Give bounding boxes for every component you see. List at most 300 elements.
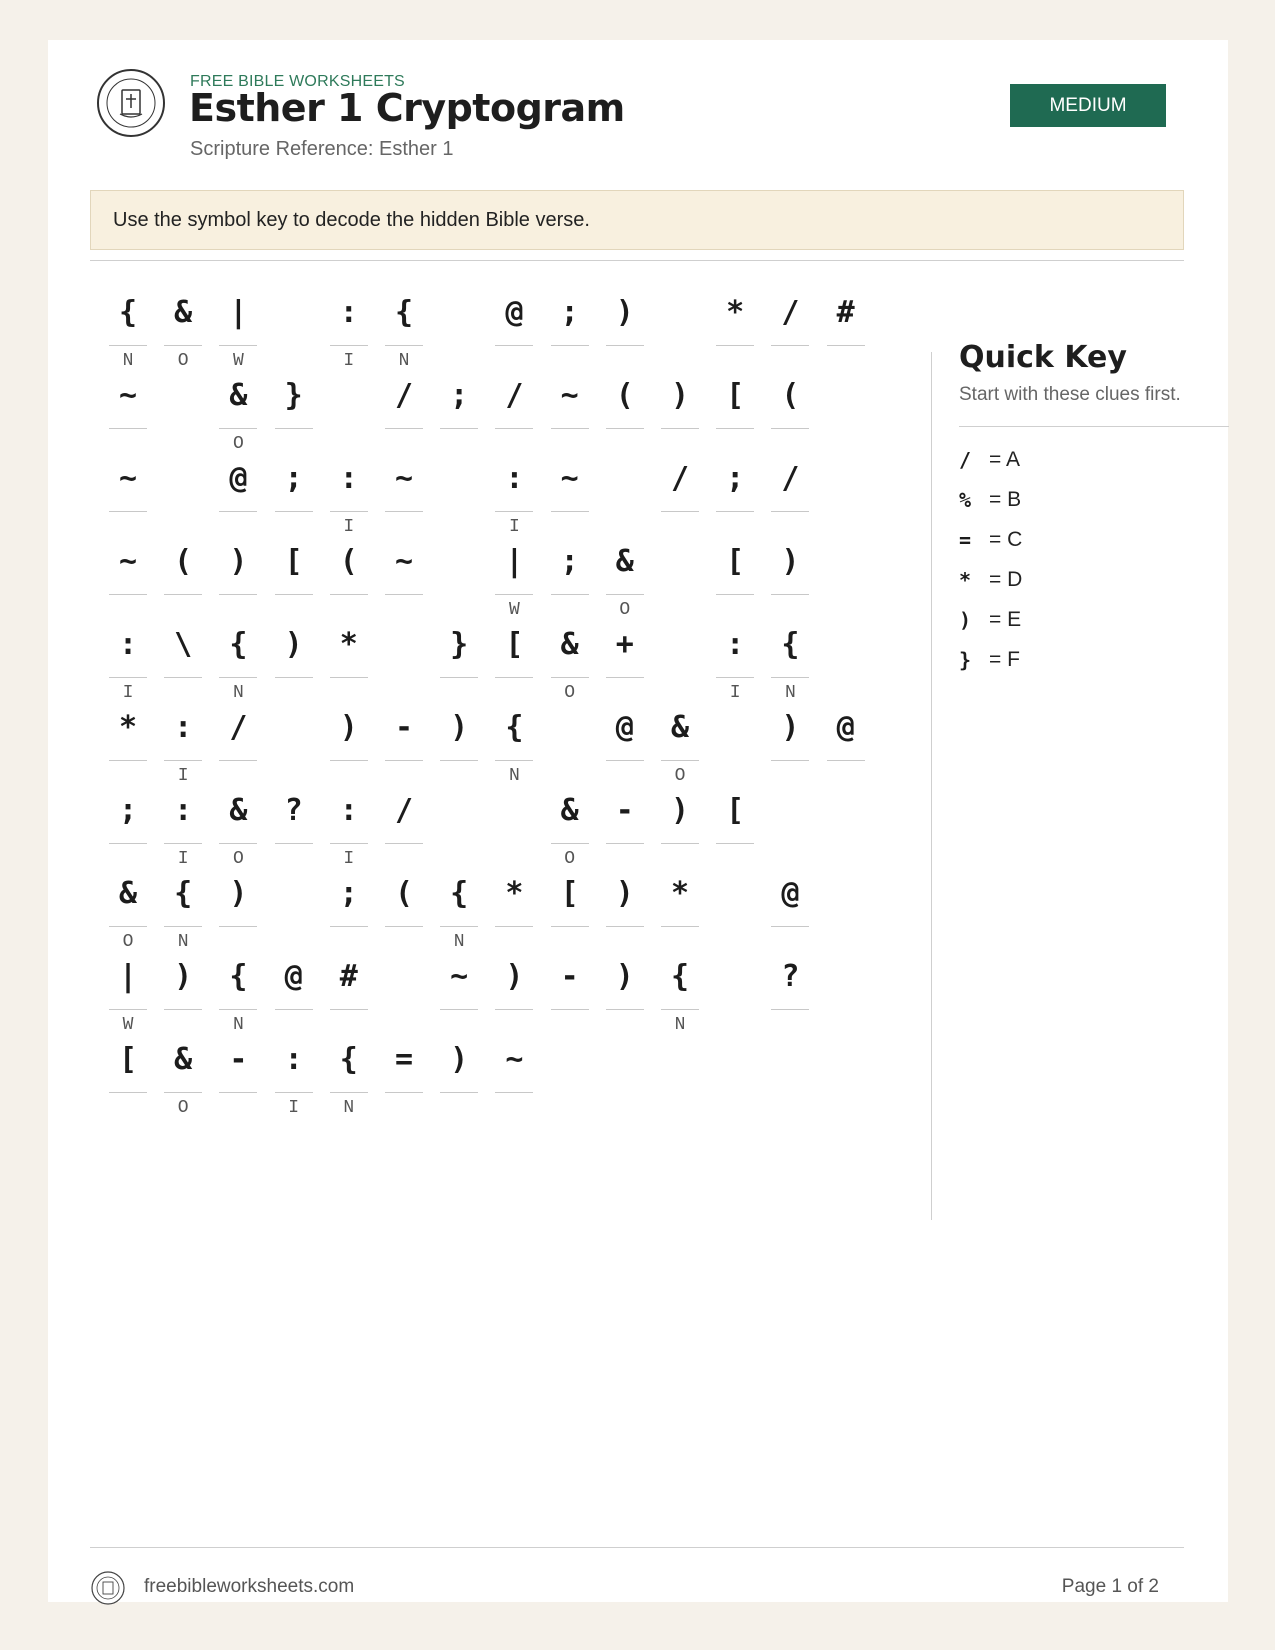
key-value: = A: [989, 448, 1020, 471]
answer-blank[interactable]: [385, 594, 423, 595]
answer-blank[interactable]: [440, 760, 478, 761]
cipher-cell: [385, 700, 423, 786]
answer-blank[interactable]: [164, 345, 202, 346]
letter-hint: N: [674, 1015, 686, 1035]
answer-blank[interactable]: [827, 345, 865, 346]
answer-blank[interactable]: [551, 677, 589, 678]
letter-hint: O: [177, 351, 189, 371]
cipher-cell: [495, 866, 533, 952]
answer-blank[interactable]: [164, 926, 202, 927]
answer-blank[interactable]: [661, 428, 699, 429]
answer-blank[interactable]: [495, 428, 533, 429]
answer-blank[interactable]: [551, 1009, 589, 1010]
answer-blank[interactable]: [440, 1009, 478, 1010]
cipher-cell: [219, 783, 257, 869]
cipher-cell: [495, 451, 533, 537]
cipher-symbol: ): [615, 876, 634, 911]
key-symbol: }: [959, 648, 972, 672]
cipher-cell: [606, 866, 644, 952]
cipher-cell: [385, 1032, 423, 1118]
letter-hint: N: [398, 351, 410, 371]
answer-blank[interactable]: [385, 345, 423, 346]
cipher-symbol: ): [450, 710, 469, 745]
answer-blank[interactable]: [219, 677, 257, 678]
cipher-cell: [164, 534, 202, 620]
answer-blank[interactable]: [495, 594, 533, 595]
quick-key-subtitle: Start with these clues first.: [959, 384, 1181, 405]
cipher-cell: [330, 534, 368, 620]
cipher-symbol: :: [174, 793, 193, 828]
cipher-cell: [606, 949, 644, 1035]
cipher-cell: [771, 451, 809, 537]
key-symbol: %: [959, 488, 972, 512]
answer-blank[interactable]: [495, 511, 533, 512]
answer-blank[interactable]: [219, 594, 257, 595]
answer-blank[interactable]: [109, 345, 147, 346]
answer-blank[interactable]: [661, 1009, 699, 1010]
cipher-symbol: |: [118, 959, 138, 994]
cipher-cell: [385, 866, 423, 952]
key-value: = C: [989, 528, 1023, 551]
cipher-symbol: ~: [118, 544, 138, 579]
bible-logo-icon: [96, 68, 166, 138]
letter-hint: O: [619, 600, 631, 620]
cipher-symbol: (: [394, 876, 414, 911]
answer-blank[interactable]: [275, 843, 313, 844]
answer-blank[interactable]: [716, 594, 754, 595]
answer-blank[interactable]: [109, 926, 147, 927]
answer-blank[interactable]: [661, 926, 699, 927]
cipher-symbol: ;: [284, 461, 303, 496]
answer-blank[interactable]: [551, 926, 589, 927]
cipher-symbol: [: [560, 876, 579, 911]
cipher-symbol: &: [670, 710, 690, 745]
cipher-cell: [330, 1032, 368, 1118]
answer-blank[interactable]: [385, 511, 423, 512]
cipher-cell: [606, 617, 644, 703]
quick-key-list: [959, 440, 1022, 680]
cipher-cell: [440, 949, 478, 1035]
answer-blank[interactable]: [330, 760, 368, 761]
cipher-symbol: (: [781, 378, 800, 413]
answer-blank[interactable]: [164, 760, 202, 761]
answer-blank[interactable]: [275, 1009, 313, 1010]
letter-hint: N: [784, 683, 796, 703]
cipher-symbol: /: [670, 461, 690, 496]
cipher-cell: [495, 534, 533, 620]
page-title: Esther 1 Cryptogram: [189, 86, 625, 130]
answer-blank[interactable]: [330, 926, 368, 927]
cipher-symbol: :: [174, 710, 193, 745]
letter-hint: O: [232, 849, 244, 869]
answer-blank[interactable]: [385, 1092, 423, 1093]
answer-blank[interactable]: [606, 926, 644, 927]
letter-hint: O: [122, 932, 134, 952]
answer-blank[interactable]: [771, 594, 809, 595]
letter-hint: O: [564, 683, 575, 703]
cipher-cell: [109, 700, 147, 786]
cipher-cell: [385, 368, 423, 454]
cipher-symbol: :: [339, 461, 358, 496]
cipher-cell: [275, 534, 313, 620]
answer-blank[interactable]: [606, 428, 644, 429]
letter-hint: I: [729, 683, 741, 703]
cipher-symbol: ): [229, 544, 248, 579]
answer-blank[interactable]: [661, 511, 699, 512]
page-number: Page 1 of 2: [1061, 1576, 1159, 1597]
cipher-cell: [495, 368, 533, 454]
cipher-cell: [716, 368, 754, 454]
cipher-symbol: {: [229, 959, 248, 994]
answer-blank[interactable]: [219, 1092, 257, 1093]
answer-blank[interactable]: [495, 926, 533, 927]
answer-blank[interactable]: [219, 843, 257, 844]
answer-blank[interactable]: [219, 345, 257, 346]
answer-blank[interactable]: [771, 1009, 809, 1010]
cipher-symbol: ~: [118, 461, 138, 496]
letter-hint: I: [177, 849, 189, 869]
answer-blank[interactable]: [219, 1009, 257, 1010]
cipher-symbol: ?: [284, 793, 303, 828]
answer-blank[interactable]: [606, 760, 644, 761]
cipher-symbol: ): [781, 710, 800, 745]
answer-blank[interactable]: [219, 511, 257, 512]
cipher-cell: [771, 949, 809, 1035]
cipher-cell: [219, 866, 257, 952]
instructions-text: Use the symbol key to decode the hidden Bible verse.: [113, 208, 590, 231]
letter-hint: N: [122, 351, 134, 371]
letter-hint: O: [564, 849, 575, 869]
answer-blank[interactable]: [109, 760, 147, 761]
answer-blank[interactable]: [330, 345, 368, 346]
cipher-cell: [330, 700, 368, 786]
answer-blank[interactable]: [330, 594, 368, 595]
cipher-cell: [109, 866, 147, 952]
cipher-cell: [219, 451, 257, 537]
answer-blank[interactable]: [771, 511, 809, 512]
cipher-cell: [440, 617, 478, 703]
cipher-symbol: ?: [781, 959, 800, 994]
answer-blank[interactable]: [385, 926, 423, 927]
answer-blank[interactable]: [330, 843, 368, 844]
answer-blank[interactable]: [771, 760, 809, 761]
answer-blank[interactable]: [164, 677, 202, 678]
cipher-symbol: ~: [394, 461, 414, 496]
cipher-symbol: ~: [450, 959, 469, 994]
cipher-cell: [716, 285, 754, 371]
answer-blank[interactable]: [771, 926, 809, 927]
cipher-cell: [109, 534, 147, 620]
answer-blank[interactable]: [330, 1092, 368, 1093]
answer-blank[interactable]: [771, 428, 809, 429]
answer-blank[interactable]: [495, 345, 533, 346]
cipher-symbol: @: [836, 710, 855, 745]
difficulty-badge: MEDIUM: [1010, 84, 1166, 127]
cipher-symbol: #: [339, 959, 358, 994]
cipher-cell: [219, 700, 257, 786]
cipher-cell: [275, 1032, 313, 1118]
cipher-symbol: |: [505, 544, 524, 579]
cipher-cell: [771, 617, 809, 703]
cipher-cell: [109, 783, 147, 869]
answer-blank[interactable]: [771, 345, 809, 346]
cipher-cell: [551, 866, 589, 952]
answer-blank[interactable]: [219, 760, 257, 761]
cipher-symbol: *: [670, 876, 690, 911]
letter-hint: N: [343, 1098, 355, 1118]
cipher-symbol: +: [615, 627, 634, 662]
cipher-symbol: /: [394, 793, 414, 828]
cipher-symbol: (: [339, 544, 358, 579]
cipher-cell: [385, 285, 423, 371]
cipher-cell: [716, 534, 754, 620]
cipher-cell: [275, 617, 313, 703]
cipher-cell: [164, 949, 202, 1035]
cipher-cell: [661, 451, 699, 537]
cipher-cell: [275, 949, 313, 1035]
answer-blank[interactable]: [109, 511, 147, 512]
quick-key-item: [959, 560, 1022, 600]
answer-blank[interactable]: [440, 428, 478, 429]
answer-blank[interactable]: [440, 926, 478, 927]
cipher-symbol: *: [339, 627, 358, 662]
answer-blank[interactable]: [716, 511, 754, 512]
cipher-symbol: /: [394, 378, 414, 413]
column-divider: [931, 352, 932, 1220]
cipher-symbol: {: [670, 959, 690, 994]
cipher-cell: [330, 783, 368, 869]
answer-blank[interactable]: [385, 843, 423, 844]
answer-blank[interactable]: [219, 428, 257, 429]
cipher-symbol: =: [394, 1042, 414, 1077]
answer-blank[interactable]: [661, 760, 699, 761]
answer-blank[interactable]: [716, 345, 754, 346]
cipher-cell: [164, 866, 202, 952]
answer-blank[interactable]: [716, 843, 754, 844]
cipher-symbol: /: [505, 378, 524, 413]
cipher-symbol: ;: [560, 544, 579, 579]
letter-hint: W: [122, 1015, 134, 1035]
answer-blank[interactable]: [219, 926, 257, 927]
cipher-symbol: ;: [339, 876, 358, 911]
cipher-cell: [551, 949, 589, 1035]
cipher-cell: [495, 949, 533, 1035]
cipher-cell: [164, 285, 202, 371]
answer-blank[interactable]: [495, 1092, 533, 1093]
key-value: = F: [989, 648, 1020, 671]
cipher-cell: [661, 700, 699, 786]
cipher-cell: [771, 866, 809, 952]
answer-blank[interactable]: [109, 1009, 147, 1010]
answer-blank[interactable]: [771, 677, 809, 678]
cipher-symbol: [: [726, 793, 745, 828]
answer-blank[interactable]: [606, 594, 644, 595]
cipher-symbol: &: [118, 876, 138, 911]
cipher-cell: [551, 534, 589, 620]
answer-blank[interactable]: [109, 1092, 147, 1093]
cipher-cell: [771, 700, 809, 786]
answer-blank[interactable]: [385, 428, 423, 429]
cipher-symbol: @: [615, 710, 634, 745]
cipher-symbol: &: [174, 1042, 193, 1077]
answer-blank[interactable]: [109, 428, 147, 429]
key-symbol: ): [959, 608, 972, 632]
letter-hint: N: [177, 932, 189, 952]
cipher-cell: [109, 949, 147, 1035]
answer-blank[interactable]: [716, 677, 754, 678]
cipher-cell: [440, 700, 478, 786]
cipher-cell: [606, 700, 644, 786]
cipher-symbol: -: [615, 793, 634, 828]
cipher-cell: [771, 285, 809, 371]
key-value: = E: [989, 608, 1022, 631]
cipher-cell: [440, 1032, 478, 1118]
cipher-symbol: ;: [560, 295, 579, 330]
cipher-cell: [551, 451, 589, 537]
answer-blank[interactable]: [275, 1092, 313, 1093]
quick-key-divider: [959, 426, 1229, 427]
cipher-symbol: [: [284, 544, 303, 579]
cipher-symbol: -: [229, 1042, 248, 1077]
cipher-symbol: *: [118, 710, 138, 745]
cipher-symbol: ): [450, 1042, 469, 1077]
cipher-cell: [827, 285, 865, 371]
answer-blank[interactable]: [164, 594, 202, 595]
cipher-symbol: @: [229, 461, 248, 496]
answer-blank[interactable]: [495, 760, 533, 761]
answer-blank[interactable]: [275, 677, 313, 678]
cipher-symbol: [: [118, 1042, 138, 1077]
cipher-cell: [606, 285, 644, 371]
answer-blank[interactable]: [716, 428, 754, 429]
answer-blank[interactable]: [606, 1009, 644, 1010]
answer-blank[interactable]: [827, 760, 865, 761]
answer-blank[interactable]: [164, 1092, 202, 1093]
cipher-cell: [219, 1032, 257, 1118]
answer-blank[interactable]: [385, 760, 423, 761]
answer-blank[interactable]: [275, 511, 313, 512]
cipher-cell: [716, 451, 754, 537]
cipher-symbol: -: [560, 959, 579, 994]
cipher-symbol: {: [118, 295, 138, 330]
cipher-symbol: ;: [726, 461, 745, 496]
cipher-cell: [606, 534, 644, 620]
cipher-cell: [661, 368, 699, 454]
cipher-symbol: ~: [560, 378, 579, 413]
header-divider: [90, 260, 1184, 261]
cipher-cell: [109, 451, 147, 537]
answer-blank[interactable]: [164, 843, 202, 844]
quick-key-item: [959, 440, 1022, 480]
answer-blank[interactable]: [440, 677, 478, 678]
answer-blank[interactable]: [164, 1009, 202, 1010]
cipher-symbol: {: [339, 1042, 358, 1077]
cipher-symbol: -: [394, 710, 414, 745]
cipher-symbol: ): [339, 710, 358, 745]
quick-key-item: [959, 640, 1022, 680]
answer-blank[interactable]: [606, 843, 644, 844]
cipher-cell: [551, 783, 589, 869]
footer-site-link[interactable]: freebibleworksheets.com: [144, 1576, 355, 1597]
cipher-cell: [716, 783, 754, 869]
cipher-symbol: /: [781, 461, 800, 496]
cipher-symbol: {: [174, 876, 193, 911]
cipher-cell: [275, 368, 313, 454]
cipher-cell: [275, 451, 313, 537]
answer-blank[interactable]: [551, 428, 589, 429]
cipher-symbol: :: [118, 627, 138, 662]
worksheet-page: [48, 40, 1228, 1602]
answer-blank[interactable]: [551, 511, 589, 512]
answer-blank[interactable]: [551, 843, 589, 844]
answer-blank[interactable]: [109, 843, 147, 844]
letter-hint: I: [177, 766, 189, 786]
cipher-cell: [551, 368, 589, 454]
answer-blank[interactable]: [440, 1092, 478, 1093]
cipher-cell: [716, 617, 754, 703]
cipher-symbol: &: [229, 793, 248, 828]
cipher-cell: [330, 866, 368, 952]
answer-blank[interactable]: [551, 345, 589, 346]
answer-blank[interactable]: [275, 428, 313, 429]
answer-blank[interactable]: [109, 594, 147, 595]
cipher-symbol: {: [229, 627, 248, 662]
cipher-cell: [109, 1032, 147, 1118]
answer-blank[interactable]: [109, 677, 147, 678]
cipher-cell: [109, 368, 147, 454]
quick-key-title: Quick Key: [959, 340, 1127, 375]
cipher-symbol: &: [560, 627, 579, 662]
cipher-symbol: {: [505, 710, 524, 745]
cipher-symbol: ): [615, 959, 634, 994]
cipher-symbol: ~: [394, 544, 414, 579]
cipher-symbol: }: [284, 378, 303, 413]
cipher-symbol: &: [615, 544, 634, 579]
cipher-symbol: ): [781, 544, 800, 579]
cipher-symbol: [: [726, 544, 745, 579]
footer-logo-icon: [90, 1570, 126, 1606]
cipher-symbol: {: [450, 876, 469, 911]
cipher-cell: [109, 617, 147, 703]
cipher-symbol: ~: [505, 1042, 524, 1077]
answer-blank[interactable]: [495, 677, 533, 678]
cipher-symbol: /: [781, 295, 800, 330]
answer-blank[interactable]: [275, 594, 313, 595]
cipher-cell: [440, 368, 478, 454]
cipher-symbol: ~: [118, 378, 138, 413]
answer-blank[interactable]: [330, 511, 368, 512]
cipher-cell: [771, 534, 809, 620]
cipher-cell: [109, 285, 147, 371]
cipher-cell: [164, 617, 202, 703]
answer-blank[interactable]: [606, 345, 644, 346]
answer-blank[interactable]: [551, 594, 589, 595]
answer-blank[interactable]: [495, 1009, 533, 1010]
answer-blank[interactable]: [330, 1009, 368, 1010]
cipher-cell: [385, 534, 423, 620]
answer-blank[interactable]: [661, 843, 699, 844]
answer-blank[interactable]: [606, 677, 644, 678]
answer-blank[interactable]: [330, 677, 368, 678]
cipher-symbol: }: [450, 627, 469, 662]
cipher-cell: [385, 783, 423, 869]
cipher-cell: [385, 451, 423, 537]
cipher-cell: [661, 949, 699, 1035]
cipher-symbol: :: [505, 461, 524, 496]
letter-hint: I: [288, 1098, 299, 1118]
cipher-symbol: ): [670, 793, 690, 828]
cipher-cell: [330, 451, 368, 537]
